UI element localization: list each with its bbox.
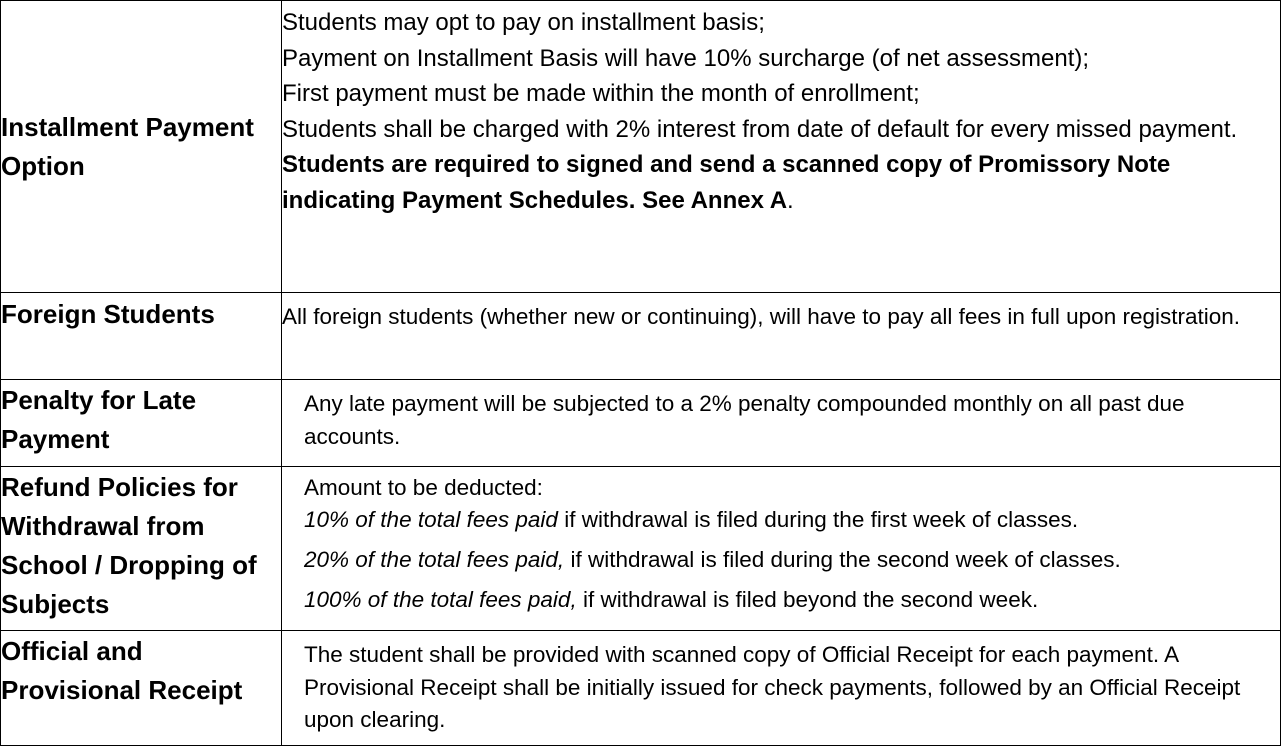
- row-label-foreign: Foreign Students: [1, 299, 215, 329]
- refund-item: [304, 544, 1280, 576]
- table-row: [1, 467, 1281, 631]
- row-label-cell: [1, 467, 282, 631]
- row-label-cell: [1, 631, 282, 746]
- receipt-text: The student shall be provided with scanned copy of Official Receipt for each payment. A Provisional Receipt shall be initially issued for check payments, followed by an Official Receipt upon clearing.: [304, 642, 1241, 732]
- refund-item: [304, 584, 1280, 616]
- refund-item-rest: if withdrawal is filed during the second week of classes.: [564, 547, 1121, 572]
- refund-item-rest: if withdrawal is filed beyond the second week.: [576, 587, 1039, 612]
- promissory-note-bold: Students are required to signed and send a scanned copy of Promissory Note indicating Payment Schedules. See Annex A: [282, 151, 1171, 214]
- row-label-installment: Installment Payment Option: [1, 111, 254, 181]
- refund-item: [304, 504, 1280, 536]
- installment-line: Payment on Installment Basis will have 10% surcharge (of net assessment);: [282, 44, 1090, 72]
- installment-line: First payment must be made within the month of enrollment;: [282, 80, 920, 107]
- row-label-cell: [1, 293, 282, 380]
- promissory-note-end: .: [787, 186, 794, 214]
- refund-item-rest: if withdrawal is filed during the first week of classes.: [557, 507, 1079, 532]
- row-content-cell: [282, 1, 1281, 293]
- row-label-cell: [1, 380, 282, 467]
- row-label-refund: Refund Policies for Withdrawal from School / Dropping of Subjects: [1, 472, 257, 619]
- row-content-cell: [282, 631, 1281, 746]
- row-label-cell: [1, 1, 282, 293]
- refund-item-emphasis: 10% of the total fees paid: [304, 507, 558, 532]
- promissory-note: [282, 147, 1280, 218]
- table-row: [1, 293, 1281, 380]
- foreign-students-text: All foreign students (whether new or continuing), will have to pay all fees in full upon registration.: [282, 304, 1241, 329]
- row-content-cell: [282, 293, 1281, 380]
- table-row: [1, 380, 1281, 467]
- installment-line: Students may opt to pay on installment basis;: [282, 9, 765, 36]
- row-content-cell: [282, 380, 1281, 467]
- row-label-penalty: Penalty for Late Payment: [1, 385, 197, 454]
- refund-intro: Amount to be deducted:: [304, 475, 543, 500]
- installment-line: Students shall be charged with 2% interest from date of default for every missed payment.: [282, 115, 1238, 143]
- penalty-text: Any late payment will be subjected to a 2% penalty compounded monthly on all past due accounts.: [304, 391, 1185, 449]
- table-row: [1, 631, 1281, 746]
- row-content-cell: [282, 467, 1281, 631]
- refund-item-emphasis: 20% of the total fees paid,: [304, 547, 565, 572]
- row-label-receipt: Official and Provisional Receipt: [1, 636, 243, 705]
- table-row: [1, 1, 1281, 293]
- refund-item-emphasis: 100% of the total fees paid,: [304, 587, 577, 612]
